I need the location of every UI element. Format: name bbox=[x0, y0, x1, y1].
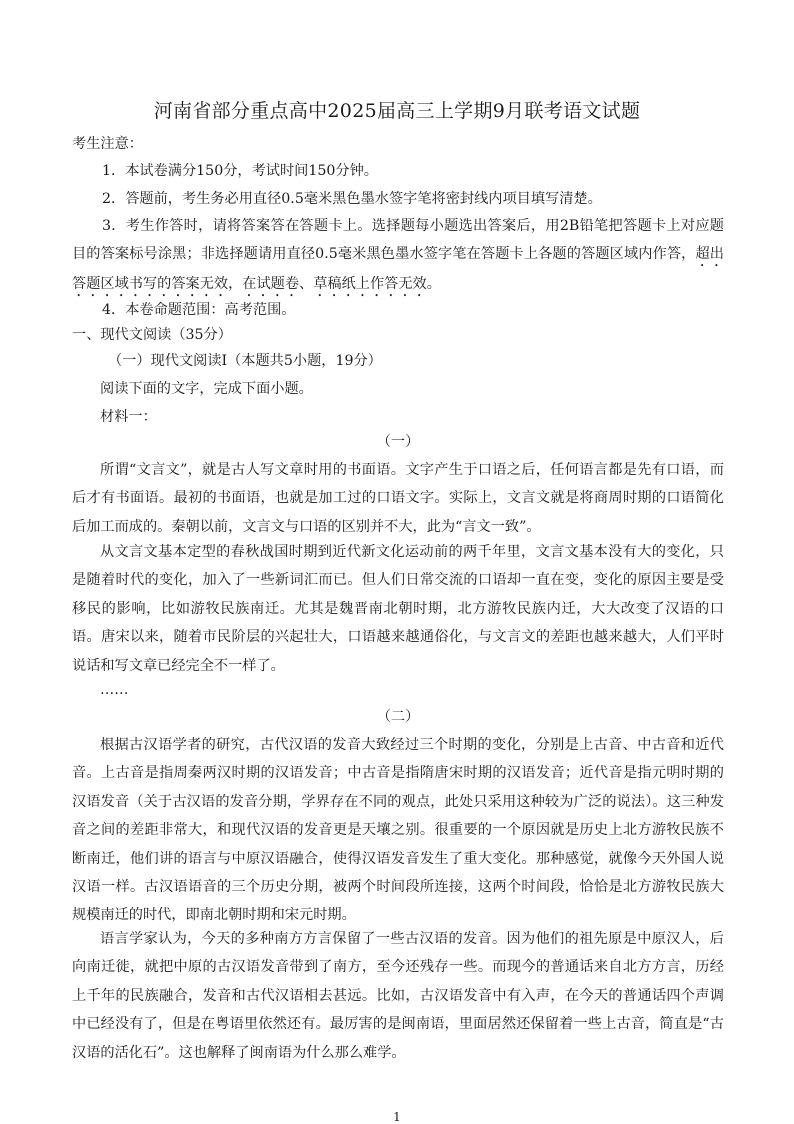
part-1-heading: （一） bbox=[376, 434, 420, 450]
subsection-heading: （一）现代文阅读Ⅰ（本题共5小题，19分） bbox=[108, 353, 382, 369]
ellipsis: …… bbox=[100, 682, 129, 698]
note-4: 4．本卷命题范围：高考范围。 bbox=[102, 302, 296, 318]
instruction-text: 阅读下面的文字，完成下面小题。 bbox=[100, 381, 313, 397]
section-heading: 一、现代文阅读（35分） bbox=[72, 327, 232, 343]
note-3-emphasis: 超出答题区域书写的答案无效，在试题卷、草稿纸上作答无效 bbox=[72, 246, 724, 293]
notice-heading: 考生注意： bbox=[72, 136, 143, 152]
paragraph-2: 从文言文基本定型的春秋战国时期到近代新文化运动前的两千年里，文言文基本没有大的变化，只是随着时代的变化，加入了一些新词汇而已。但人们日常交流的口语却一直在变，变化的原因主要是受移民的影响，比如游牧民族南迁。尤其是魏晋南北朝时期，北方游牧民族内迁，大大改变了汉语的口语。唐宋以来，随着市民阶层的兴起壮大，口语越来越通俗化，与文言文的差距也越来越大，人们平时说话和写文章已经完全不一样了。 bbox=[72, 544, 724, 674]
note-1: 1．本试卷满分150分，考试时间150分钟。 bbox=[102, 163, 378, 179]
note-3-end: 。 bbox=[426, 276, 441, 293]
note-3 bbox=[72, 212, 724, 300]
part-2-heading: （二） bbox=[376, 709, 420, 725]
note-2: 2．答题前，考生务必用直径0.5毫米黑色墨水签字笔将密封线内项目填写清楚。 bbox=[102, 191, 602, 207]
paragraph-3: 根据古汉语学者的研究，古代汉语的发音大致经过三个时期的变化，分别是上古音、中古音和近代音。上古音是指周秦两汉时期的汉语发音；中古音是指隋唐宋时期的汉语发音；近代音是指元明时期的汉语发音（关于古汉语的发音分期，学界存在不同的观点，此处只采用这种较为广泛的说法）。这三种发音之间的差距非常大，和现代汉语的发音更是天壤之别。很重要的一个原因就是历史上北方游牧民族不断南迁，他们讲的语言与中原汉语融合，使得汉语发音发生了重大变化。那种感觉，就像今天外国人说汉语一样。古汉语语音的三个历史分期，被两个时间段所连接，这两个时间段，恰恰是北方游牧民族大规模南迁的时代，即南北朝时期和宋元时期。 bbox=[72, 737, 724, 924]
paragraph-1: 所谓“文言文”，就是古人写文章时用的书面语。文字产生于口语之后，任何语言都是先有口语，而后才有书面语。最初的书面语，也就是加工过的口语文字。实际上，文言文就是将商周时期的口语简化后加工而成的。秦朝以前，文言文与口语的区别并不大，此为“言文一致”。 bbox=[72, 462, 724, 535]
material-label: 材料一： bbox=[100, 409, 157, 425]
page-title: 河南省部分重点高中2025届高三上学期9月联考语文试题 bbox=[153, 100, 641, 122]
paragraph-4: 语言学家认为，今天的多种南方方言保留了一些古汉语的发音。因为他们的祖先原是中原汉人，后向南迁徙，就把中原的古汉语发音带到了南方，至今还残存一些。而现今的普通话来自北方方言，历经上千年的民族融合，发音和古代汉语相去甚远。比如，古汉语发音中有入声，在今天的普通话四个声调中已经没有了，但是在粤语里依然还有。最厉害的是闽南语，里面居然还保留着一些上古音，简直是“古汉语的活化石”。这也解释了闽南语为什么那么难学。 bbox=[72, 931, 724, 1061]
page-number: 1 bbox=[393, 1110, 401, 1124]
note-3-text: 3．考生作答时，请将答案答在答题卡上。选择题每小题选出答案后，用2B铅笔把答题卡上对应题目的答案标号涂黑；非选择题请用直径0.5毫米黑色墨水签字笔在答题卡上各题的答题区域内作答， bbox=[72, 218, 724, 263]
